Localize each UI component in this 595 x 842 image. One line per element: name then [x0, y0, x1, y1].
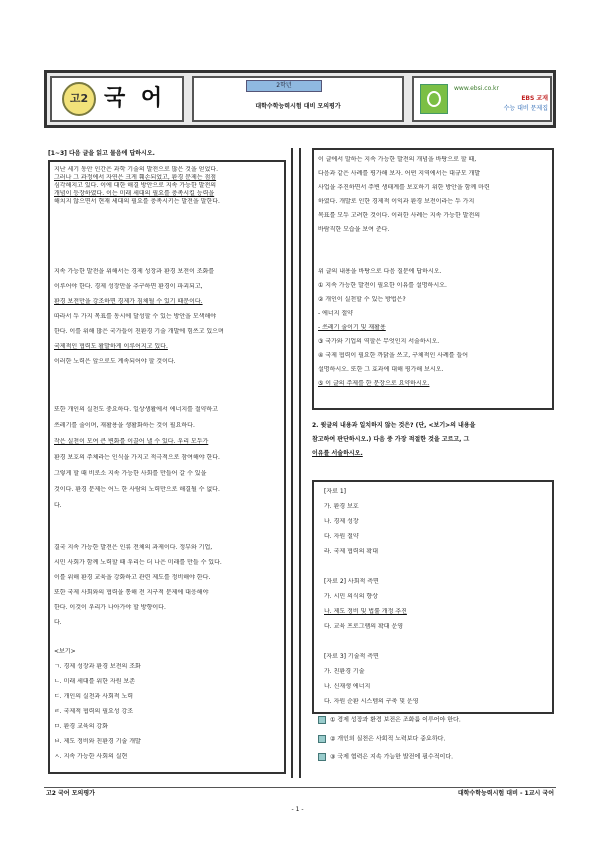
- data-line: [324, 563, 548, 571]
- brand-url: www.ebsi.co.kr: [454, 85, 499, 92]
- passage-line: 환경 보전만을 강조하면 경제가 침체될 수 있기 때문이다.: [54, 298, 203, 305]
- column-divider-left: [291, 148, 293, 778]
- page-number: - 1 -: [291, 806, 304, 813]
- passage-line: 이루어야 한다. 경제 성장만을 추구하면 환경이 파괴되고,: [54, 283, 203, 290]
- passage-line: 한다. 이를 위해 많은 국가들이 친환경 기술 개발에 힘쓰고 있으며: [54, 328, 224, 335]
- passage-para-5: [54, 648, 282, 761]
- reference-line: - 쓰레기 줄이기 및 재활용: [318, 324, 386, 331]
- passage-line: 국제적인 협력도 활발하게 이루어지고 있다.: [54, 343, 168, 350]
- data-line: 가. 환경 보호: [324, 503, 359, 510]
- answer-choice-text: ① 경제 성장과 환경 보전은 조화를 이루어야 한다.: [330, 716, 461, 724]
- question-2: [312, 422, 556, 458]
- data-line: 나. 제도 정비 및 법률 개정 추진: [324, 608, 407, 615]
- reference-line: 위 글의 내용을 바탕으로 다음 질문에 답하시오.: [318, 268, 442, 275]
- data-line: [자료 3] 기술적 측면: [324, 653, 379, 660]
- reference-line: ③ 국가와 기업의 역할은 무엇인지 서술하시오.: [318, 338, 440, 345]
- passage-line: ㅅ. 지속 가능한 사회의 실현: [54, 753, 128, 760]
- passage-line: 지난 세기 동안 인간은 과학 기술의 발전으로 많은 것을 얻었다.: [54, 166, 218, 173]
- passage-line: 쓰레기를 줄이며, 재활용을 생활화하는 것이 필요하다.: [54, 422, 195, 429]
- choice-marker-icon: [318, 753, 326, 761]
- answer-choices: [318, 716, 554, 762]
- passage-line: ㅁ. 환경 교육의 강화: [54, 723, 108, 730]
- passage-para-1: [54, 166, 282, 206]
- passage-line: 지속 가능한 발전을 위해서는 경제 성장과 환경 보전이 조화를: [54, 268, 215, 275]
- data-line: [324, 638, 548, 646]
- passage-para-2: [54, 268, 282, 366]
- reference-line: ① 지속 가능한 발전이 필요한 이유를 설명하시오.: [318, 282, 447, 289]
- reference-line: 다음과 같은 사례를 평가해 보자. 어떤 지역에서는 대규모 개발: [318, 170, 481, 177]
- data-line: 다. 교육 프로그램의 확대 운영: [324, 623, 404, 630]
- passage-line: 심각해지고 있다. 이에 대한 해결 방안으로 지속 가능한 발전의: [54, 182, 217, 189]
- reference-line: 사업을 추진하면서 주변 생태계를 보호하기 위한 방안을 함께 마련: [318, 184, 490, 191]
- brand-name: EBS 교재: [521, 95, 548, 102]
- choice-marker-icon: [318, 716, 326, 724]
- passage-line: ㄴ. 미래 세대를 위한 자원 보존: [54, 678, 135, 685]
- reference-line: 설명하시오. 또한 그 효과에 대해 평가해 보시오.: [318, 366, 444, 373]
- reference-para-1: [318, 156, 550, 234]
- passage-para-3: [54, 406, 282, 510]
- data-line: 다. 자원 절약: [324, 533, 359, 540]
- passage-para-4: [54, 544, 282, 627]
- reference-para-2: [318, 268, 550, 388]
- data-line: 나. 신재생 에너지: [324, 683, 371, 690]
- footer-left: 고2 국어 모의평가: [46, 790, 95, 797]
- question-2-line: 참고하여 판단하시오.) 다음 중 가장 적절한 것을 고르고, 그: [312, 436, 470, 443]
- data-line: [자료 2] 사회적 측면: [324, 578, 379, 585]
- data-box-content: [324, 488, 548, 706]
- answer-choice-1[interactable]: [318, 716, 554, 725]
- reference-line: 하였다. 개발로 인한 경제적 이익과 환경 보전이라는 두 가지: [318, 198, 475, 205]
- passage-line: 해치지 않으면서 현재 세대의 필요를 충족시키는 발전을 말한다.: [54, 198, 220, 205]
- grade-badge-icon: 고2: [62, 82, 96, 116]
- reference-line: 이 글에서 말하는 지속 가능한 발전의 개념을 바탕으로 할 때,: [318, 156, 477, 163]
- passage-line: 다.: [54, 619, 62, 626]
- passage-line: 시민 사회가 함께 노력할 때 우리는 더 나은 미래를 만들 수 있다.: [54, 559, 222, 566]
- brand-tagline: 수능 대비 문제집: [503, 105, 548, 112]
- passage-line: 그러나 그 과정에서 자연은 크게 훼손되었고, 환경 문제는 점점: [54, 174, 217, 181]
- footer-right: 대학수학능력시험 대비 - 1교시 국어: [457, 790, 554, 797]
- question-2-line: 이유를 서술하시오.: [312, 450, 363, 457]
- exam-title: 대학수학능력시험 대비 모의평가: [255, 103, 341, 110]
- choice-marker-icon: [318, 735, 326, 743]
- passage-line: ㄷ. 개인의 실천과 사회적 노력: [54, 693, 134, 700]
- passage-line: 개념이 등장하였다. 이는 미래 세대의 필요를 충족시킬 능력을: [54, 190, 215, 197]
- data-line: 다. 자원 순환 시스템의 구축 및 운영: [324, 698, 419, 705]
- passage-line: 또한 개인의 실천도 중요하다. 일상생활에서 에너지를 절약하고: [54, 406, 219, 413]
- passage-line: 환경 보호의 주체라는 인식을 가지고 적극적으로 참여해야 한다.: [54, 454, 220, 461]
- passage-line: 결국 지속 가능한 발전은 인류 전체의 과제이다. 정부와 기업,: [54, 544, 213, 551]
- reference-line: ⑤ 이 글의 주제를 한 문장으로 요약하시오.: [318, 380, 430, 387]
- passage-line: 것이다. 환경 문제는 어느 한 사람의 노력만으로 해결될 수 없다.: [54, 486, 220, 493]
- column-divider-right: [299, 148, 301, 778]
- footer-rule: [44, 787, 556, 788]
- passage-line: 작은 실천이 모여 큰 변화를 이끌어 낼 수 있다. 우리 모두가: [54, 438, 209, 445]
- reference-line: - 에너지 절약: [318, 310, 353, 317]
- answer-choice-text: ② 개인의 실천은 사회적 노력보다 중요하다.: [330, 735, 446, 742]
- passage-line: ㅂ. 제도 정비와 친환경 기술 개발: [54, 738, 141, 745]
- answer-choice-3[interactable]: [318, 753, 554, 762]
- passage-line: 그렇게 할 때 비로소 지속 가능한 사회를 만들어 갈 수 있을: [54, 470, 207, 477]
- passage-line: ㄱ. 경제 성장과 환경 보전의 조화: [54, 663, 141, 670]
- grade-tab: 2학년: [246, 80, 322, 92]
- reference-line: 목표를 모두 고려한 것이다. 이러한 사례는 지속 가능한 발전의: [318, 212, 481, 219]
- reference-line: ④ 국제 협력이 필요한 까닭을 쓰고, 구체적인 사례를 들어: [318, 352, 469, 359]
- brand-logo-icon: [420, 84, 448, 114]
- data-line: 라. 국제 협력의 확대: [324, 548, 378, 555]
- answer-choice-text: ③ 국제 협력은 지속 가능한 발전에 필수적이다.: [330, 753, 454, 761]
- passage-line: 이러한 노력은 앞으로도 계속되어야 할 것이다.: [54, 358, 176, 365]
- passage-line: <보기>: [54, 648, 76, 655]
- question-2-line: 2. 윗글의 내용과 일치하지 않는 것은? (단, <보기>의 내용을: [312, 422, 476, 429]
- reference-line: ② 개인이 실천할 수 있는 방법은?: [318, 296, 406, 303]
- subject-title: 국 어: [104, 86, 167, 111]
- answer-choice-2[interactable]: [318, 735, 554, 744]
- question-heading: [1~3] 다음 글을 읽고 물음에 답하시오.: [48, 150, 155, 157]
- reference-line: 바람직한 모습을 보여 준다.: [318, 226, 390, 233]
- passage-line: 또한 국제 사회와의 협력을 통해 전 지구적 문제에 대응해야: [54, 589, 209, 596]
- data-line: 나. 경제 성장: [324, 518, 359, 525]
- passage-line: 다.: [54, 502, 62, 509]
- data-line: 가. 친환경 기술: [324, 668, 365, 675]
- passage-line: 이를 위해 환경 교육을 강화하고 관련 제도를 정비해야 한다.: [54, 574, 211, 581]
- passage-line: ㄹ. 국제적 협력의 필요성 강조: [54, 708, 134, 715]
- passage-line: 따라서 두 가지 목표를 동시에 달성할 수 있는 방안을 모색해야: [54, 313, 217, 320]
- data-line: [자료 1]: [324, 488, 346, 495]
- passage-line: 한다. 이것이 우리가 나아가야 할 방향이다.: [54, 604, 166, 611]
- data-line: 가. 시민 의식의 향상: [324, 593, 378, 600]
